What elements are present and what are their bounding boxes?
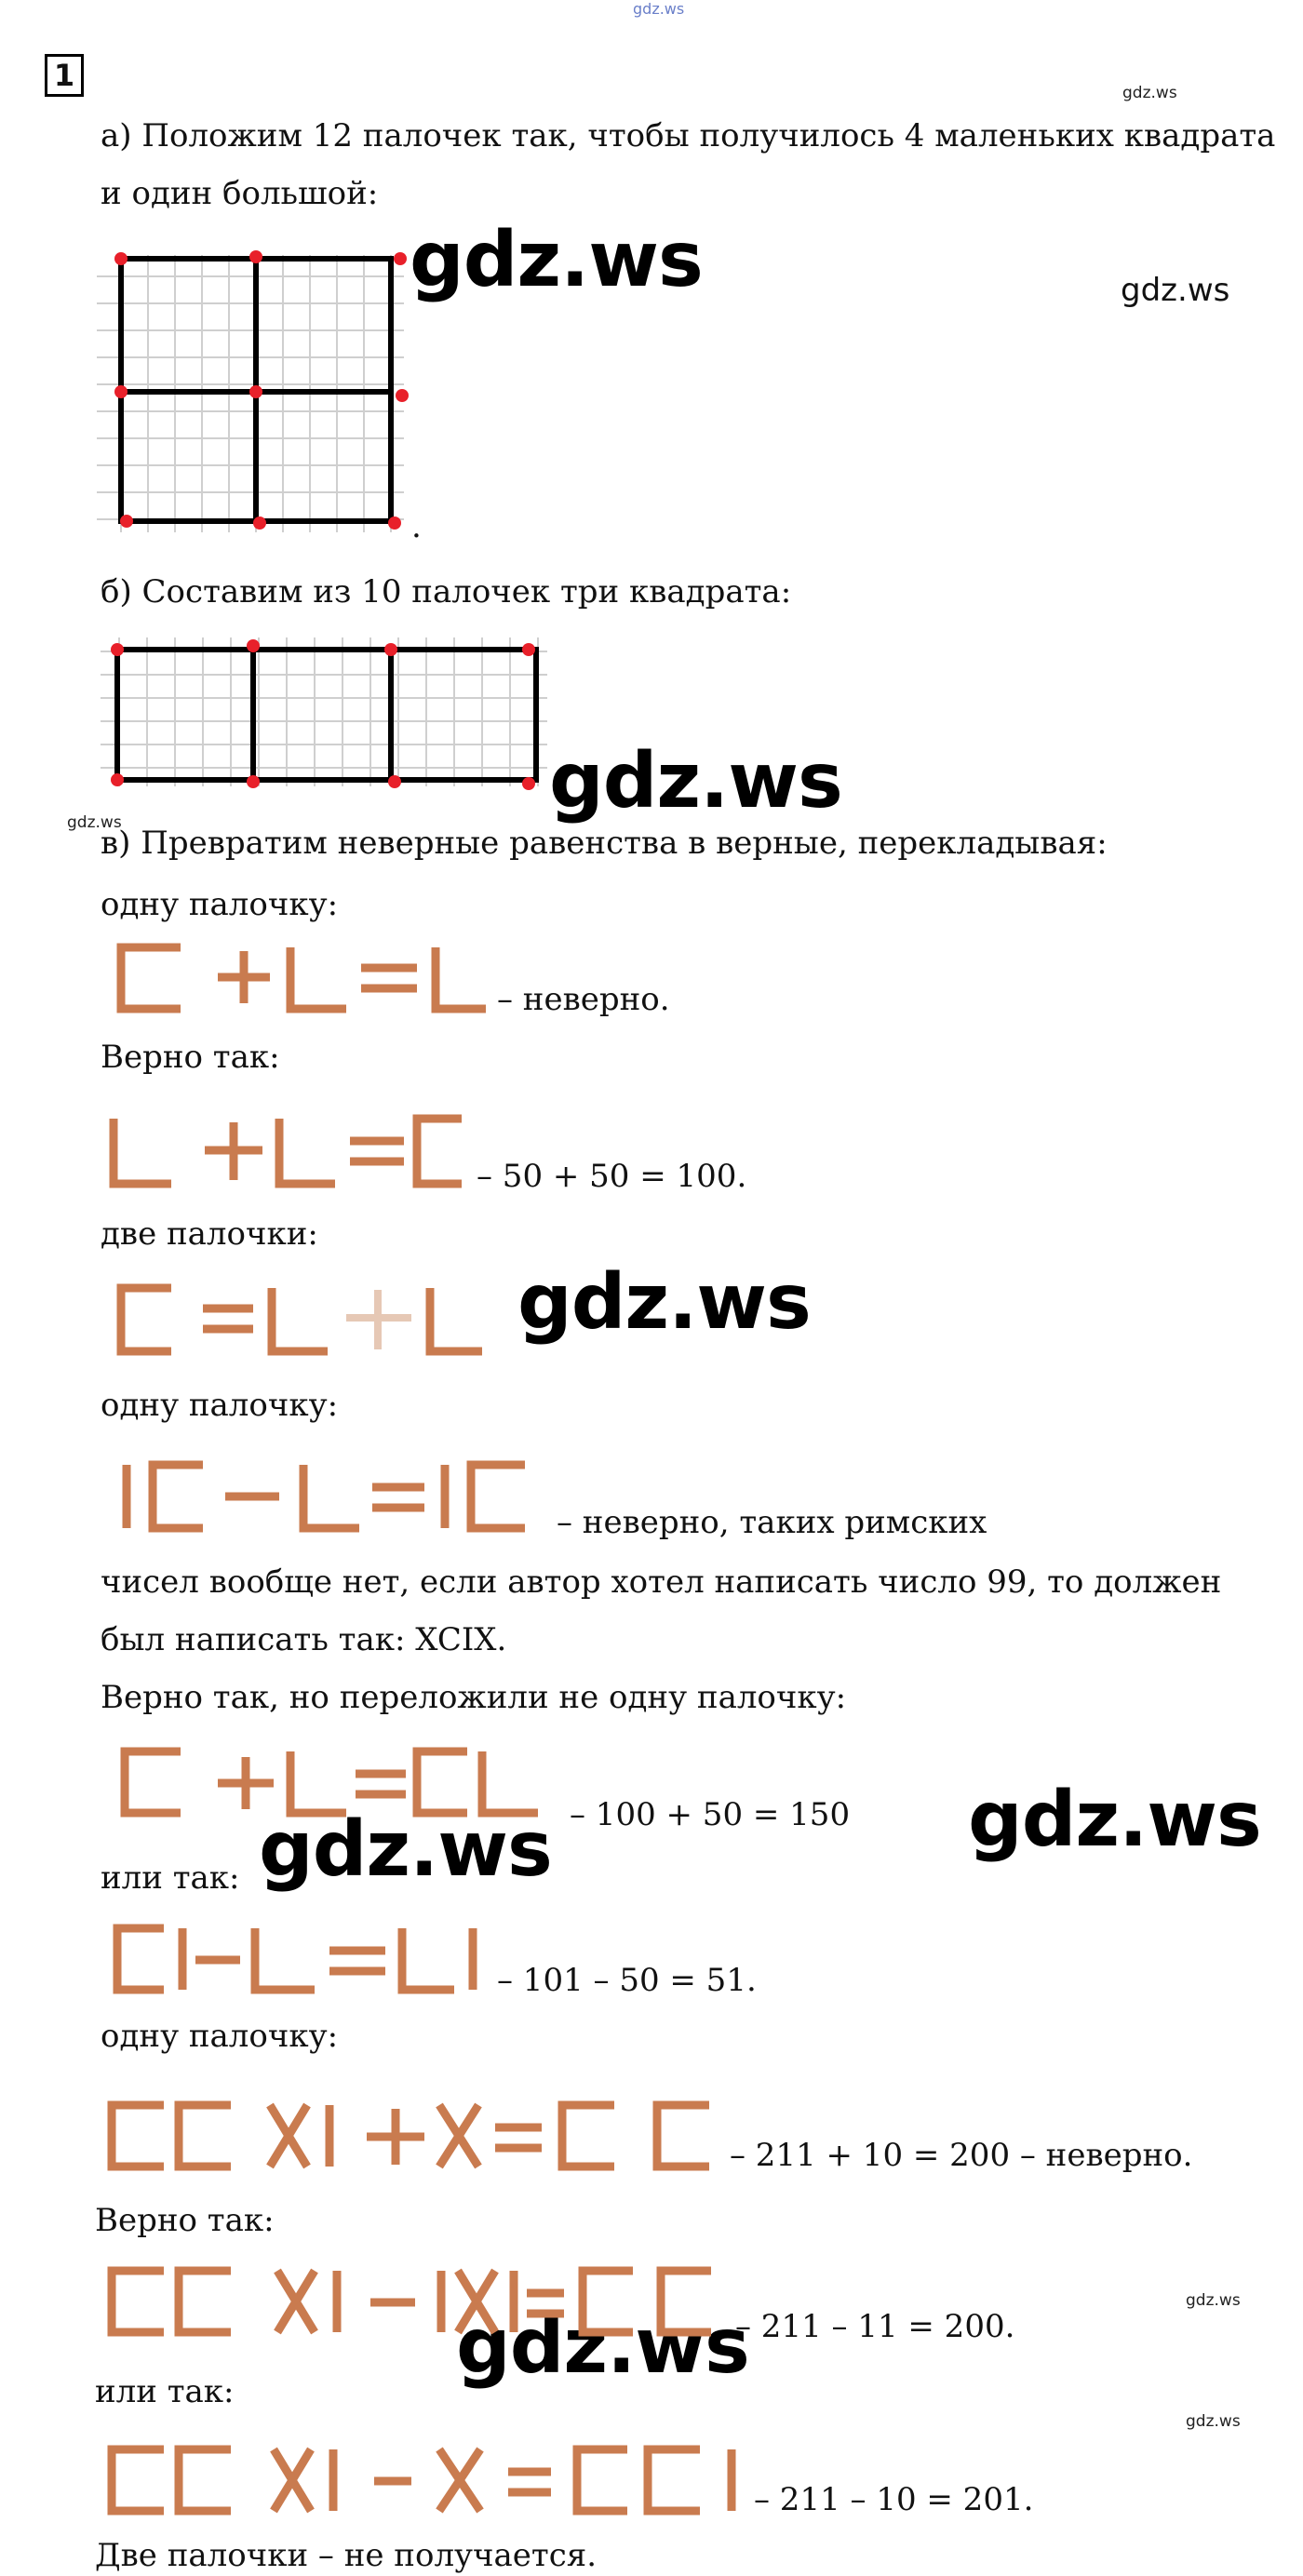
part-a-line2: и один большой:: [101, 175, 379, 212]
matchstick-equation-1-fixed: [106, 1113, 465, 1191]
matchstick-equation-4-fixed-b: [104, 2444, 746, 2518]
figure-four-squares: [97, 244, 423, 542]
eq3-line4: Верно так, но переложили не одну палочку:: [101, 1679, 847, 1716]
eq4-fixed-a: – 211 – 11 = 200.: [735, 2308, 1015, 2345]
matchstick-equation-2: [114, 1281, 486, 1359]
part-b-line1: б) Составим из 10 палочек три квадрата:: [101, 573, 792, 610]
eq3-fixed-a: – 100 + 50 = 150: [570, 1796, 851, 1833]
one-stick-label-2: одну палочку:: [101, 1387, 339, 1424]
part-c-intro1: в) Превратим неверные равенства в верные, перекладывая:: [101, 825, 1108, 862]
watermark-small: gdz.ws: [1122, 84, 1177, 102]
watermark-top: gdz.ws: [633, 0, 685, 18]
watermark-big: gdz.ws: [549, 737, 842, 825]
matchstick-equation-3-fixed-a: [117, 1746, 545, 1820]
task-number: 1: [45, 54, 84, 97]
watermark-big: gdz.ws: [456, 2302, 749, 2391]
figure-three-squares: [101, 633, 557, 800]
watermark-small: gdz.ws: [1186, 2291, 1241, 2310]
watermark-big: gdz.ws: [410, 216, 703, 304]
matchstick-equation-4-fixed-a: [104, 2265, 728, 2340]
eq4-fixed-b: – 211 – 10 = 201.: [754, 2481, 1034, 2518]
eq1-fixed: – 50 + 50 = 100.: [477, 1158, 747, 1195]
eq1-note: – неверно.: [497, 981, 670, 1018]
correct1-label: Верно так:: [101, 1039, 280, 1076]
or-label: или так:: [101, 1859, 240, 1897]
or-label-2: или так:: [95, 2373, 235, 2410]
eq3-note: – неверно, таких римских: [557, 1504, 987, 1541]
eq3-line2: чисел вообще нет, если автор хотел написать число 99, то должен: [101, 1563, 1222, 1601]
eq3-fixed-b: – 101 – 50 = 51.: [497, 1962, 757, 1999]
part-a-line1: а) Положим 12 палочек так, чтобы получилось 4 маленьких квадрата: [101, 117, 1276, 154]
watermark-big: gdz.ws: [968, 1776, 1261, 1864]
eq3-line3: был написать так: XCIX.: [101, 1621, 507, 1658]
two-sticks-label: две палочки:: [101, 1215, 318, 1253]
eq4-note: – 211 + 10 = 200 – неверно.: [730, 2137, 1193, 2174]
matchstick-equation-3: [119, 1459, 538, 1534]
one-stick-label-3: одну палочку:: [101, 2018, 339, 2055]
correct4-label: Верно так:: [95, 2202, 275, 2239]
watermark-big: gdz.ws: [517, 1258, 811, 1347]
matchstick-equation-4: [104, 2100, 719, 2174]
matchstick-equation-1: [114, 940, 486, 1016]
watermark-mid: gdz.ws: [1121, 272, 1230, 309]
final-note: Две палочки – не получается.: [95, 2537, 598, 2574]
dot: .: [411, 508, 422, 545]
matchstick-equation-3-fixed-b: [110, 1923, 482, 1997]
part-c-intro2: одну палочку:: [101, 886, 339, 923]
watermark-small: gdz.ws: [67, 813, 122, 832]
watermark-big: gdz.ws: [259, 1805, 552, 1894]
watermark-small: gdz.ws: [1186, 2412, 1241, 2431]
